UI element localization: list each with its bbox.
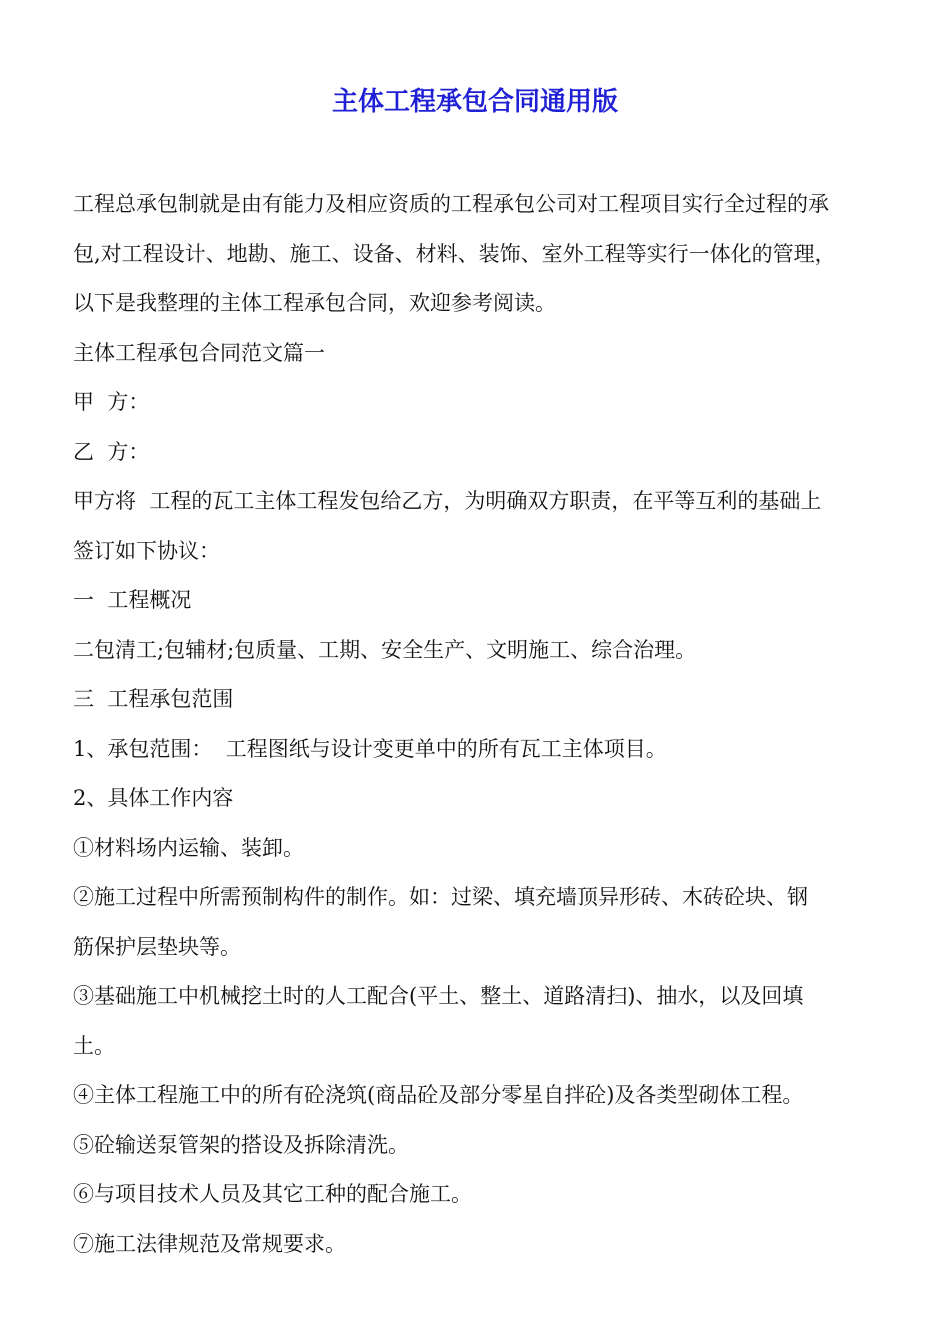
list-item: ③基础施工中机械挖土时的人工配合(平土、整土、道路清扫)、抽水，以及回填 [73, 984, 804, 1008]
clause-heading: 三 工程承包范围 [73, 687, 234, 711]
body-line: 工程总承包制就是由有能力及相应资质的工程承包公司对工程项目实行全过程的承 [73, 192, 829, 216]
body-line: 二包清工;包辅材;包质量、工期、安全生产、文明施工、综合治理。 [73, 637, 697, 662]
party-a-line: 甲 方： [73, 390, 150, 414]
list-item: ②施工过程中所需预制构件的制作。如：过梁、填充墙顶异形砖、木砖砼块、钢 [73, 885, 808, 909]
list-item: 1、承包范围： 工程图纸与设计变更单中的所有瓦工主体项目。 [73, 736, 667, 761]
body-line: 以下是我整理的主体工程承包合同，欢迎参考阅读。 [73, 291, 556, 315]
list-item: ①材料场内运输、装卸。 [73, 835, 304, 860]
list-item: 土。 [73, 1033, 115, 1058]
body-line: 甲方将 工程的瓦工主体工程发包给乙方，为明确双方职责，在平等互利的基础上 [73, 489, 822, 513]
document-body [73, 180, 888, 1269]
list-item: ⑦施工法律规范及常规要求。 [73, 1231, 346, 1256]
list-item: ⑥与项目技术人员及其它工种的配合施工。 [73, 1182, 472, 1206]
list-item: ⑤砼输送泵管架的搭设及拆除清洗。 [73, 1132, 409, 1157]
list-item: 2、具体工作内容 [73, 786, 234, 810]
clause-heading: 一 工程概况 [73, 588, 192, 612]
list-item: ④主体工程施工中的所有砼浇筑(商品砼及部分零星自拌砼)及各类型砌体工程。 [73, 1083, 804, 1107]
list-item: 筋保护层垫块等。 [73, 934, 241, 959]
party-b-line: 乙 方： [73, 439, 150, 464]
body-line: 包,对工程设计、地勘、施工、设备、材料、装饰、室外工程等实行一体化的管理， [73, 241, 836, 266]
document-title: 主体工程承包合同通用版 [331, 87, 618, 117]
section-heading: 主体工程承包合同范文篇一 [73, 340, 325, 365]
body-line: 签订如下协议： [73, 538, 220, 563]
